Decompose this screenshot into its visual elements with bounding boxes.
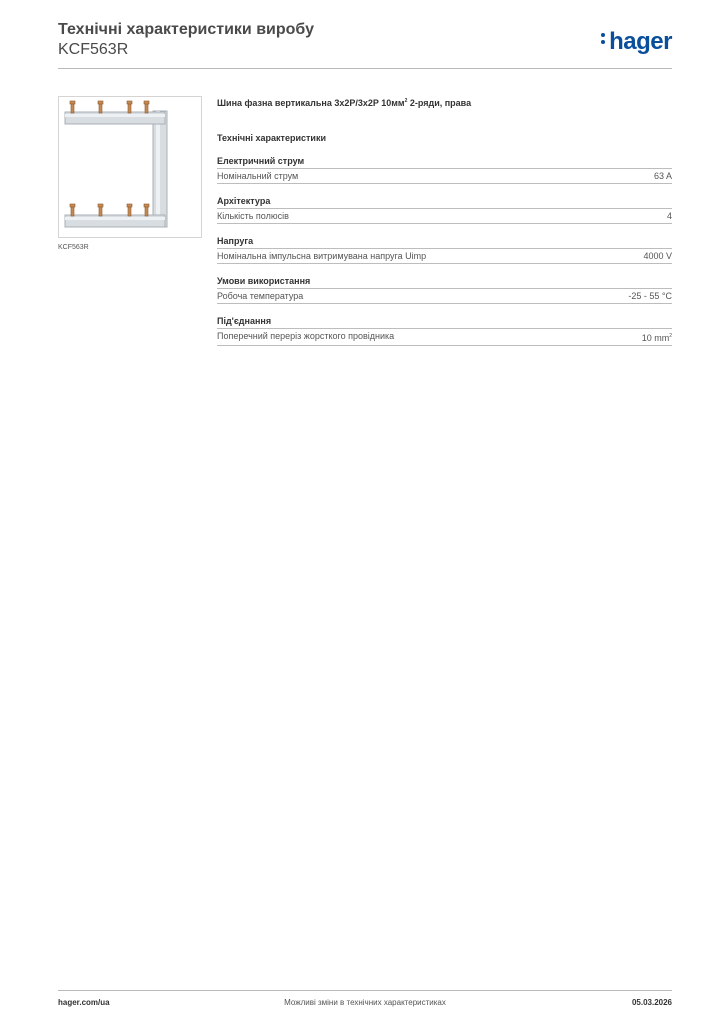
- spec-label: Номінальна імпульсна витримувана напруга Uimp: [217, 251, 427, 261]
- hager-logo: [601, 28, 672, 56]
- spec-group-voltage: [217, 235, 672, 264]
- product-name-main: Шина фазна вертикальна 3x2P/3x2P 10мм: [217, 98, 405, 108]
- footer-date: 05.03.2026: [631, 998, 672, 1007]
- footer-notice: Можливі зміни в технічних характеристиках: [284, 998, 446, 1007]
- logo-text: hager: [609, 28, 672, 55]
- spec-value: 4000 V: [643, 251, 672, 261]
- spec-group-title: Архітектура: [217, 195, 672, 209]
- product-name: [217, 95, 672, 109]
- spec-group-electrical: [217, 155, 672, 184]
- header-divider: [58, 68, 672, 69]
- footer-website-link[interactable]: hager.com/ua: [58, 998, 110, 1007]
- page-title: Технічні характеристики виробу: [58, 21, 314, 38]
- busbar-illustration-icon: [59, 97, 201, 237]
- spec-content: [217, 95, 672, 346]
- image-caption: KCF563R: [58, 244, 89, 251]
- product-code: KCF563R: [58, 41, 129, 58]
- spec-value: 4: [666, 211, 672, 221]
- spec-value-main: 10 mm: [641, 333, 670, 343]
- spec-value: [642, 330, 672, 344]
- spec-label: Робоча температура: [217, 291, 304, 301]
- spec-value: -25 - 55 °C: [628, 291, 672, 301]
- spec-value: 63 A: [653, 171, 672, 181]
- logo-dots-icon: [601, 30, 607, 47]
- spec-row: [217, 249, 672, 264]
- spec-group-architecture: [217, 195, 672, 224]
- spec-group-connection: [217, 315, 672, 346]
- spec-row: [217, 209, 672, 224]
- spec-group-title: Напруга: [217, 235, 672, 249]
- product-name-suffix: 2-ряди, права: [407, 98, 472, 108]
- spec-row: [217, 289, 672, 304]
- spec-group-usage-conditions: [217, 275, 672, 304]
- spec-group-title: Умови використання: [217, 275, 672, 289]
- spec-label: Поперечний переріз жорсткого провідника: [217, 331, 395, 341]
- product-name-superscript: 2: [404, 98, 408, 104]
- page-header: [58, 20, 672, 60]
- spec-value-superscript: 2: [669, 333, 672, 339]
- spec-group-title: Електричний струм: [217, 155, 672, 169]
- footer-divider: [58, 990, 672, 991]
- product-image: [58, 96, 202, 238]
- spec-section-heading: Технічні характеристики: [217, 133, 326, 143]
- spec-row: [217, 169, 672, 184]
- spec-group-title: Під'єднання: [217, 315, 672, 329]
- spec-label: Кількість полюсів: [217, 211, 289, 221]
- spec-row: [217, 329, 672, 346]
- spec-label: Номінальний струм: [217, 171, 299, 181]
